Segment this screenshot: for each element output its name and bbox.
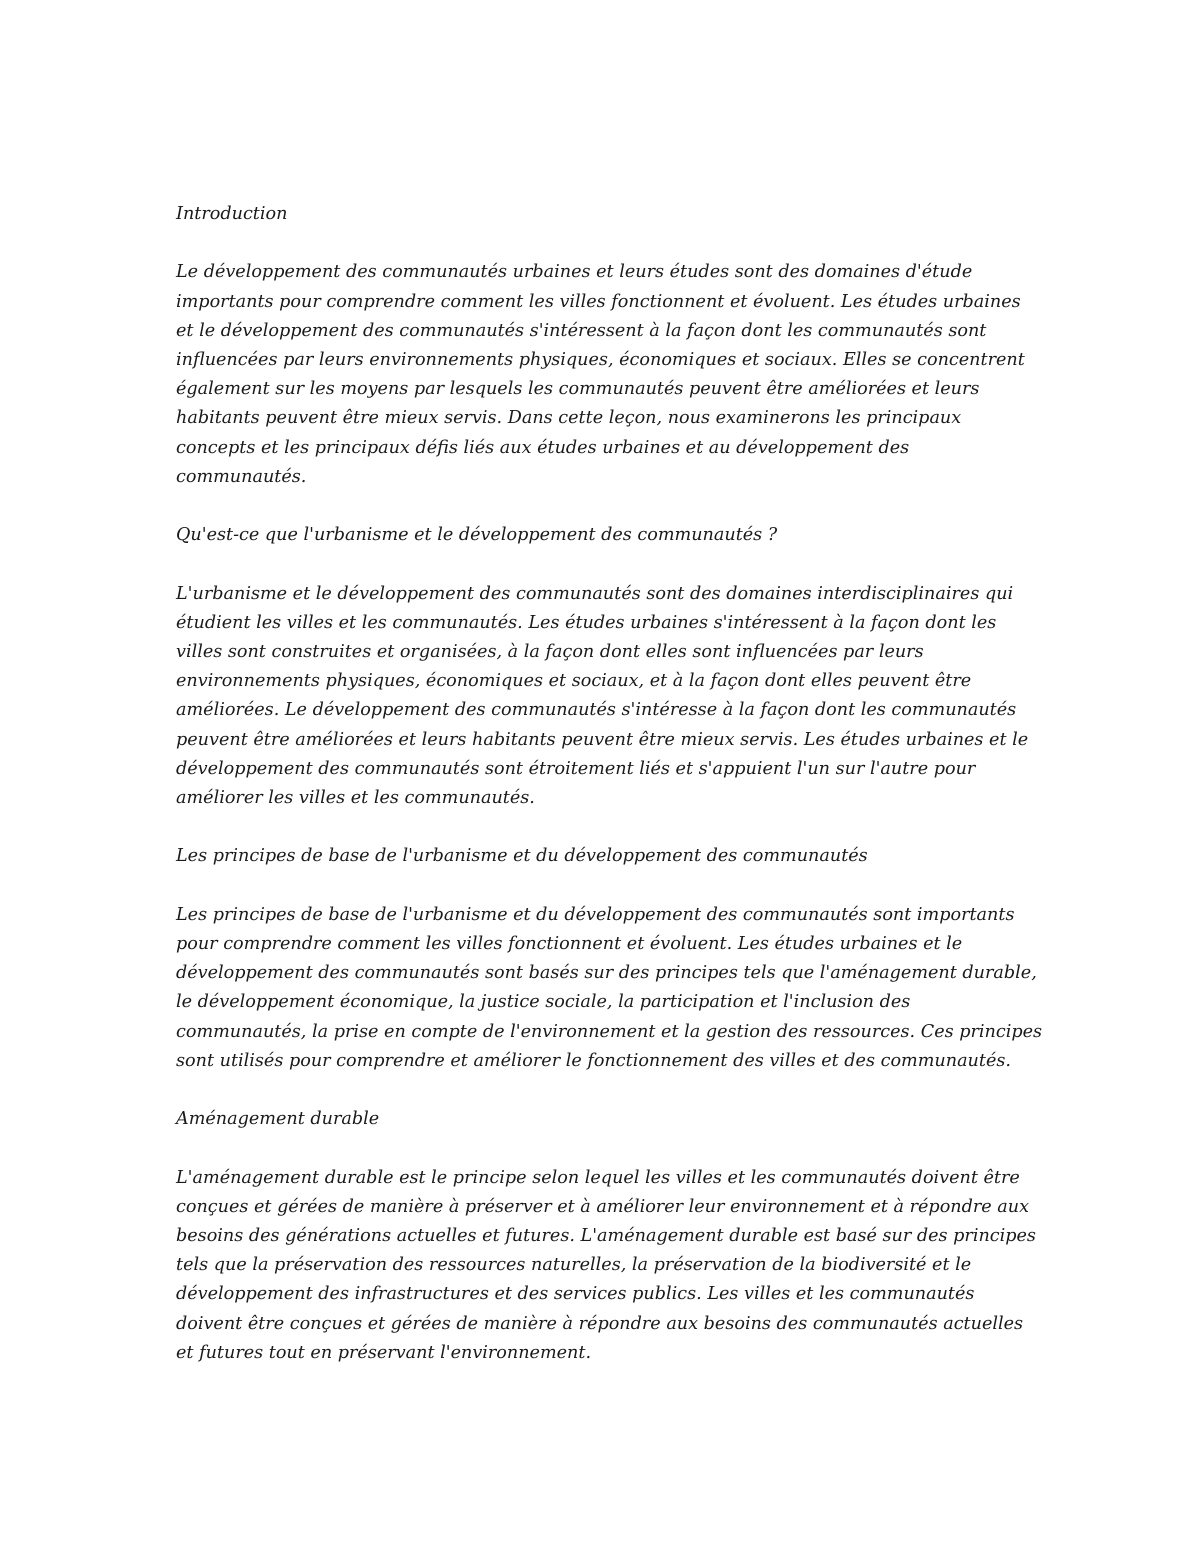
section-heading-sustainable-planning: Aménagement durable [176, 1109, 380, 1130]
paragraph-line: conçues et gérées de manière à préserver et à améliorer leur environnement et à répondre aux [176, 1196, 1030, 1217]
paragraph-line: étudient les villes et les communautés. Les études urbaines s'intéressent à la façon dont les [176, 612, 997, 633]
paragraph-line: Les principes de base de l'urbanisme et du développement des communautés sont importants [176, 904, 1015, 925]
paragraph-line: villes sont construites et organisées, à la façon dont elles sont influencées par leurs [176, 642, 924, 662]
paragraph-line: peuvent être améliorées et leurs habitants peuvent être mieux servis. Les études urbaines et le [176, 729, 1029, 750]
paragraph-line: également sur les moyens par lesquels les communautés peuvent être améliorées et leurs [176, 379, 980, 400]
section-heading-definition: Qu'est-ce que l'urbanisme et le développement des communautés ? [176, 525, 778, 546]
paragraph-line: communautés. [176, 466, 307, 487]
paragraph-line: améliorer les villes et les communautés. [176, 788, 535, 809]
paragraph-line: et futures tout en préservant l'environnement. [176, 1342, 592, 1363]
paragraph-line: sont utilisés pour comprendre et améliorer le fonctionnement des villes et des communautés. [176, 1050, 1011, 1071]
paragraph-line: et le développement des communautés s'intéressent à la façon dont les communautés sont [176, 320, 987, 341]
paragraph-line: développement des communautés sont étroitement liés et s'appuient l'un sur l'autre pour [176, 758, 976, 779]
paragraph-line: besoins des générations actuelles et futures. L'aménagement durable est basé sur des principes [176, 1226, 1036, 1246]
section-heading-introduction: Introduction [176, 204, 288, 224]
paragraph-line: développement des infrastructures et des services publics. Les villes et les communautés [176, 1284, 975, 1305]
section-heading-principles: Les principes de base de l'urbanisme et du développement des communautés [176, 846, 868, 867]
section-paragraph-principles [176, 901, 1043, 1076]
document-body [176, 200, 1043, 1397]
paragraph-line: L'urbanisme et le développement des communautés sont des domaines interdisciplinaires qui [176, 583, 1014, 604]
paragraph-line: tels que la préservation des ressources naturelles, la préservation de la biodiversité et le [176, 1255, 972, 1276]
paragraph-line: influencées par leurs environnements physiques, économiques et sociaux. Elles se concentrent [176, 350, 1025, 370]
section-paragraph-introduction [176, 258, 1036, 492]
section-paragraph-definition [176, 580, 1036, 814]
paragraph-line: L'aménagement durable est le principe selon lequel les villes et les communautés doivent être [176, 1167, 1020, 1188]
paragraph-line: améliorées. Le développement des communautés s'intéresse à la façon dont les communautés [176, 700, 1017, 721]
paragraph-line: concepts et les principaux défis liés aux études urbaines et au développement des [176, 437, 910, 458]
paragraph-line: environnements physiques, économiques et sociaux, et à la façon dont elles peuvent être [176, 671, 972, 692]
paragraph-line: pour comprendre comment les villes fonctionnent et évoluent. Les études urbaines et le [176, 934, 963, 954]
paragraph-line: habitants peuvent être mieux servis. Dans cette leçon, nous examinerons les principaux [176, 408, 962, 429]
paragraph-line: doivent être conçues et gérées de manière à répondre aux besoins des communautés actuelles [176, 1313, 1024, 1334]
paragraph-line: développement des communautés sont basés sur des principes tels que l'aménagement durable, [176, 963, 1037, 984]
paragraph-line: communautés, la prise en compte de l'environnement et la gestion des ressources. Ces principes [176, 1021, 1043, 1042]
paragraph-line: Le développement des communautés urbaines et leurs études sont des domaines d'étude [176, 262, 973, 283]
paragraph-line: le développement économique, la justice sociale, la participation et l'inclusion des [176, 992, 911, 1013]
section-paragraph-sustainable-planning [176, 1164, 1036, 1368]
paragraph-line: importants pour comprendre comment les villes fonctionnent et évoluent. Les études urbaines [176, 291, 1021, 312]
